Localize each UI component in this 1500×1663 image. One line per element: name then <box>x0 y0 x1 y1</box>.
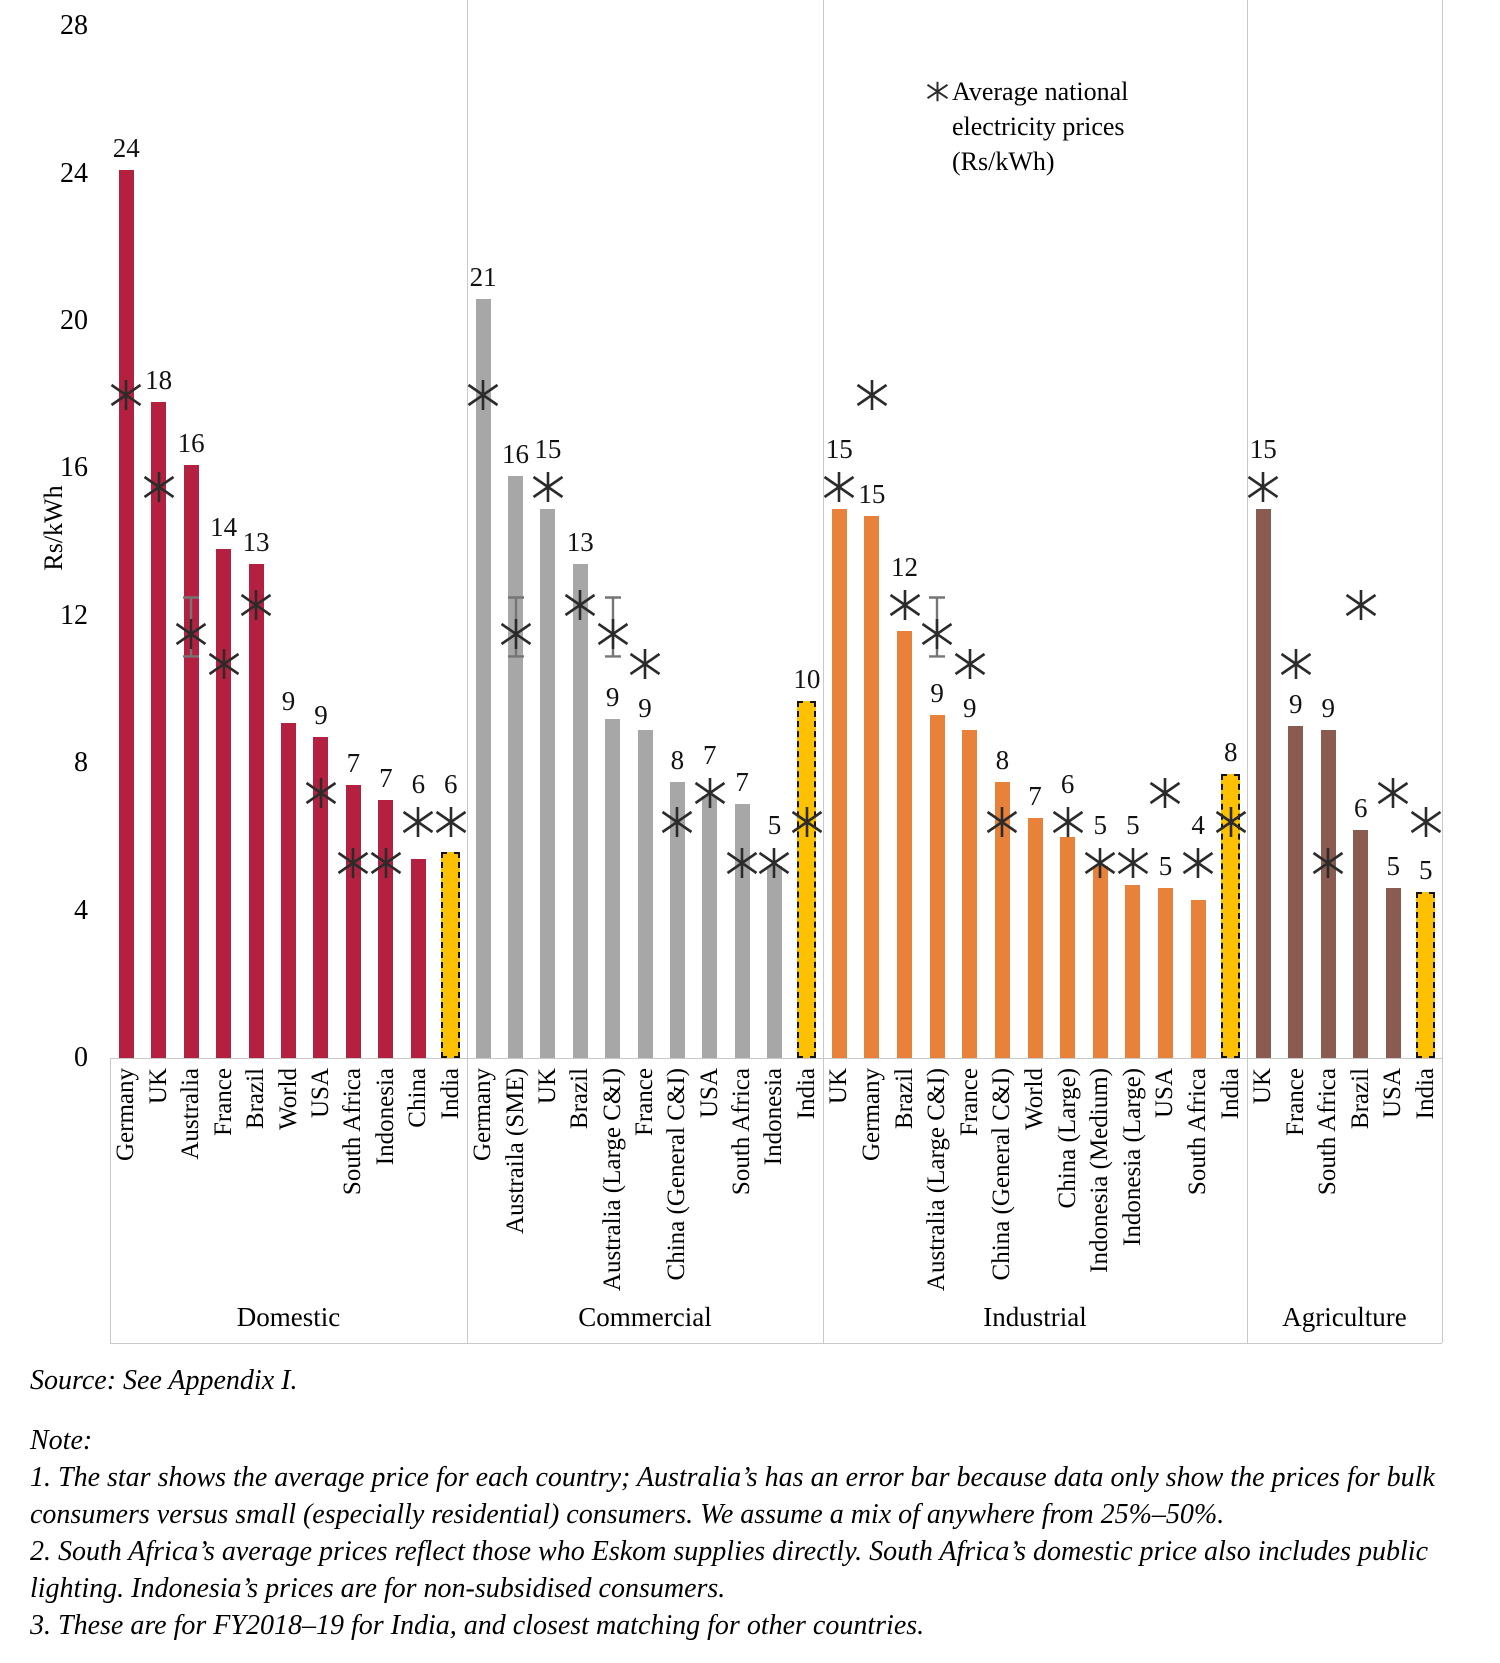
bar-value-label: 24 <box>112 132 140 163</box>
group-label-commercial: Commercial <box>578 1302 712 1332</box>
bar-domestic-china <box>411 859 426 1058</box>
y-axis-tick-label: 24 <box>60 157 88 189</box>
legend-label: Average national electricity prices (Rs/kWh) <box>952 77 1129 176</box>
note-item-3: 3. These are for FY2018–19 for India, and closest matching for other countries. <box>30 1610 925 1641</box>
average-price-star <box>562 589 598 621</box>
category-label-commercial-china-general-c-i: China (General C&I) <box>663 1068 691 1281</box>
category-label-industrial-germany: Germany <box>857 1068 885 1162</box>
average-price-star <box>368 847 404 879</box>
bar-commercial-south-africa <box>735 804 750 1058</box>
bar-commercial-usa <box>702 796 717 1058</box>
chart-legend <box>926 74 1164 179</box>
average-price-star <box>659 806 695 838</box>
category-label-industrial-australia-large-c-i: Australia (Large C&I) <box>923 1068 951 1292</box>
bar-value-label: 9 <box>963 693 977 724</box>
bar-value-label: 8 <box>1223 737 1238 768</box>
average-price-star <box>400 806 436 838</box>
average-price-star <box>854 379 890 411</box>
bar-value-label: 13 <box>566 527 594 558</box>
bar-value-label: 10 <box>793 663 821 694</box>
bar-industrial-china-large <box>1060 837 1075 1058</box>
bar-value-label: 7 <box>346 748 361 779</box>
bar-industrial-world <box>1028 818 1043 1058</box>
category-label-agriculture-india: India <box>1411 1068 1439 1120</box>
category-label-commercial-austraila-sme: Austraila (SME) <box>501 1068 529 1234</box>
average-price-star <box>1343 589 1379 621</box>
category-label-commercial-india: India <box>792 1068 820 1120</box>
bar-value-label: 5 <box>1419 855 1433 886</box>
bar-industrial-france <box>962 730 977 1058</box>
average-price-star <box>1213 806 1249 838</box>
y-axis-tick-label: 20 <box>60 305 88 336</box>
bar-industrial-indonesia-large <box>1125 885 1140 1058</box>
bar-value-label: 9 <box>930 678 944 709</box>
source-text: Source: See Appendix I. <box>30 1365 298 1396</box>
panel-separator-line <box>467 0 468 1343</box>
category-label-commercial-brazil: Brazil <box>566 1068 594 1130</box>
bar-value-label: 6 <box>444 769 458 800</box>
average-price-star <box>1180 847 1216 879</box>
bar-domestic-brazil <box>249 564 264 1058</box>
bar-agriculture-france <box>1288 726 1303 1058</box>
bar-domestic-australia <box>184 465 199 1058</box>
bar-value-label: 9 <box>1321 693 1335 724</box>
average-price-star <box>1245 471 1281 503</box>
y-axis-tick-label: 16 <box>60 452 88 484</box>
note-item-1: 1. The star shows the average price for each country; Australia’s has an error bar because data only show the prices for bulk consumers versus small (especially residential) consumers. We assume a mix of anywhere from 25%–50%. <box>30 1462 1435 1530</box>
bar-value-label: 7 <box>702 739 717 770</box>
bar-agriculture-south-africa <box>1321 730 1336 1058</box>
bar-value-label: 7 <box>1028 781 1042 812</box>
category-label-domestic-france: France <box>209 1068 237 1137</box>
average-price-star <box>530 471 566 503</box>
bar-industrial-usa <box>1158 888 1173 1058</box>
bar-agriculture-usa <box>1386 888 1401 1058</box>
bar-value-label: 16 <box>502 438 530 469</box>
bar-value-label: 9 <box>638 693 652 724</box>
bar-industrial-south-africa <box>1191 900 1206 1058</box>
category-label-domestic-world: World <box>274 1068 302 1130</box>
bar-value-label: 12 <box>891 551 919 582</box>
bar-domestic-india <box>441 852 460 1058</box>
bar-commercial-brazil <box>573 564 588 1058</box>
bar-value-label: 21 <box>469 261 497 292</box>
category-label-agriculture-south-africa: South Africa <box>1314 1068 1342 1196</box>
bar-value-label: 8 <box>670 744 685 775</box>
bar-value-label: 15 <box>534 433 562 464</box>
bar-industrial-germany <box>864 516 879 1058</box>
bar-agriculture-india <box>1416 892 1435 1058</box>
average-price-star <box>919 618 955 650</box>
bar-value-label: 8 <box>995 744 1010 775</box>
bar-value-label: 15 <box>825 433 853 464</box>
bar-value-label: 7 <box>379 763 393 794</box>
bar-commercial-indonesia <box>767 866 782 1058</box>
bar-commercial-austraila-sme <box>508 476 523 1058</box>
bar-domestic-indonesia <box>378 800 393 1058</box>
category-label-industrial-indonesia-medium: Indonesia (Medium) <box>1086 1068 1114 1273</box>
group-label-domestic: Domestic <box>236 1302 341 1332</box>
note-heading: Note: <box>30 1425 93 1456</box>
category-label-industrial-china-general-c-i: China (General C&I) <box>988 1068 1016 1281</box>
bar-domestic-south-africa <box>346 785 361 1058</box>
bar-industrial-australia-large-c-i <box>930 715 945 1058</box>
category-label-commercial-usa: USA <box>695 1068 723 1119</box>
bar-value-label: 14 <box>210 512 238 543</box>
bar-value-label: 13 <box>242 527 270 558</box>
bar-industrial-uk <box>832 509 847 1058</box>
category-label-industrial-china-large: China (Large) <box>1053 1068 1081 1209</box>
bar-value-label: 6 <box>1060 769 1075 800</box>
category-label-industrial-world: World <box>1021 1068 1048 1130</box>
bar-value-label: 5 <box>1126 809 1140 840</box>
bar-industrial-indonesia-medium <box>1093 866 1108 1058</box>
category-label-agriculture-france: France <box>1281 1068 1309 1137</box>
average-price-star <box>1310 847 1346 879</box>
category-label-commercial-germany: Germany <box>469 1068 497 1162</box>
average-price-star <box>238 589 274 621</box>
bar-value-label: 5 <box>1158 851 1173 882</box>
category-label-commercial-uk: UK <box>533 1068 561 1105</box>
group-label-agriculture: Agriculture <box>1282 1302 1407 1332</box>
average-price-star <box>498 618 534 650</box>
average-price-star <box>1375 777 1411 809</box>
y-axis-tick-label: 28 <box>60 10 88 42</box>
category-label-domestic-china: China <box>404 1068 432 1128</box>
category-label-domestic-brazil: Brazil <box>242 1068 270 1130</box>
category-label-agriculture-usa: USA <box>1379 1068 1407 1119</box>
category-label-domestic-india: India <box>436 1068 464 1120</box>
category-label-industrial-south-africa: South Africa <box>1184 1068 1212 1196</box>
bar-agriculture-uk <box>1256 509 1271 1058</box>
bar-value-label: 4 <box>1191 809 1205 840</box>
y-axis-tick-label: 12 <box>60 599 88 631</box>
bar-domestic-world <box>281 723 296 1058</box>
category-label-domestic-south-africa: South Africa <box>339 1068 367 1196</box>
bar-value-label: 6 <box>1354 792 1368 823</box>
bar-value-label: 9 <box>1289 689 1303 720</box>
average-price-star-icon <box>926 81 949 107</box>
y-axis-tick-label: 4 <box>74 894 88 926</box>
average-price-star <box>206 648 242 680</box>
average-price-star <box>433 806 469 838</box>
average-price-star <box>1147 777 1183 809</box>
bar-value-label: 7 <box>735 766 749 797</box>
panel-separator-line <box>1247 0 1248 1343</box>
bar-commercial-india <box>797 701 816 1058</box>
bar-domestic-france <box>216 549 231 1058</box>
bar-value-label: 9 <box>314 700 328 731</box>
bar-value-label: 9 <box>605 681 620 712</box>
bar-value-label: 15 <box>858 479 886 510</box>
label-area-bottom-line <box>110 1343 1442 1344</box>
bar-value-label: 16 <box>177 427 205 458</box>
category-label-industrial-india: India <box>1216 1068 1244 1120</box>
bar-commercial-germany <box>476 299 491 1058</box>
category-label-domestic-germany: Germany <box>112 1068 140 1162</box>
category-axis-line <box>110 1058 1442 1059</box>
average-price-star <box>141 471 177 503</box>
average-price-star <box>952 648 988 680</box>
panel-separator-line <box>1442 0 1443 1343</box>
bar-value-label: 5 <box>1386 851 1400 882</box>
category-label-commercial-france: France <box>631 1068 658 1137</box>
category-label-industrial-brazil: Brazil <box>890 1068 918 1130</box>
category-label-commercial-indonesia: Indonesia <box>760 1068 788 1166</box>
y-axis-tick-label: 8 <box>74 747 88 779</box>
average-price-star <box>173 618 209 650</box>
category-label-commercial-australia-large-c-i: Australia (Large C&I) <box>598 1068 626 1292</box>
average-price-star <box>465 379 501 411</box>
average-price-star <box>887 589 923 621</box>
average-price-star <box>724 847 760 879</box>
category-label-domestic-australia: Australia <box>177 1068 205 1160</box>
average-price-star <box>756 847 792 879</box>
average-price-star <box>789 806 825 838</box>
caption-block <box>30 1362 1454 1644</box>
category-label-agriculture-uk: UK <box>1249 1068 1277 1105</box>
group-label-industrial: Industrial <box>983 1302 1087 1332</box>
category-label-industrial-france: France <box>955 1068 983 1137</box>
y-axis-title: Rs/kWh <box>39 485 68 571</box>
bar-commercial-france <box>638 730 653 1058</box>
average-price-star <box>627 648 663 680</box>
category-label-domestic-usa: USA <box>306 1068 334 1119</box>
bar-value-label: 6 <box>411 769 426 800</box>
category-label-industrial-usa: USA <box>1151 1068 1179 1119</box>
average-price-star <box>303 777 339 809</box>
average-price-star <box>1278 648 1314 680</box>
average-price-star <box>335 847 371 879</box>
category-label-domestic-uk: UK <box>144 1068 172 1105</box>
average-price-star <box>1082 847 1118 879</box>
category-label-industrial-indonesia-large: Indonesia (Large) <box>1118 1068 1146 1246</box>
bar-commercial-uk <box>540 509 555 1058</box>
bar-value-label: 18 <box>145 365 173 396</box>
category-label-industrial-uk: UK <box>825 1068 853 1105</box>
bar-domestic-germany <box>119 170 134 1058</box>
category-label-domestic-indonesia: Indonesia <box>371 1068 399 1166</box>
category-label-commercial-south-africa: South Africa <box>728 1068 756 1196</box>
bar-commercial-australia-large-c-i <box>605 719 620 1058</box>
average-price-star <box>595 618 631 650</box>
bar-value-label: 5 <box>767 809 782 840</box>
average-price-star <box>1408 806 1444 838</box>
bar-value-label: 15 <box>1249 433 1277 464</box>
bar-value-label: 5 <box>1093 809 1107 840</box>
y-axis-tick-label: 0 <box>74 1042 88 1073</box>
category-label-agriculture-brazil: Brazil <box>1346 1068 1374 1130</box>
bar-value-label: 9 <box>281 685 296 716</box>
note-item-2: 2. South Africa’s average prices reflect those who Eskom supplies directly. South Africa’s domestic price also includes public lighting. Indonesia’s prices are for non-subsidised consumers. <box>30 1536 1429 1604</box>
